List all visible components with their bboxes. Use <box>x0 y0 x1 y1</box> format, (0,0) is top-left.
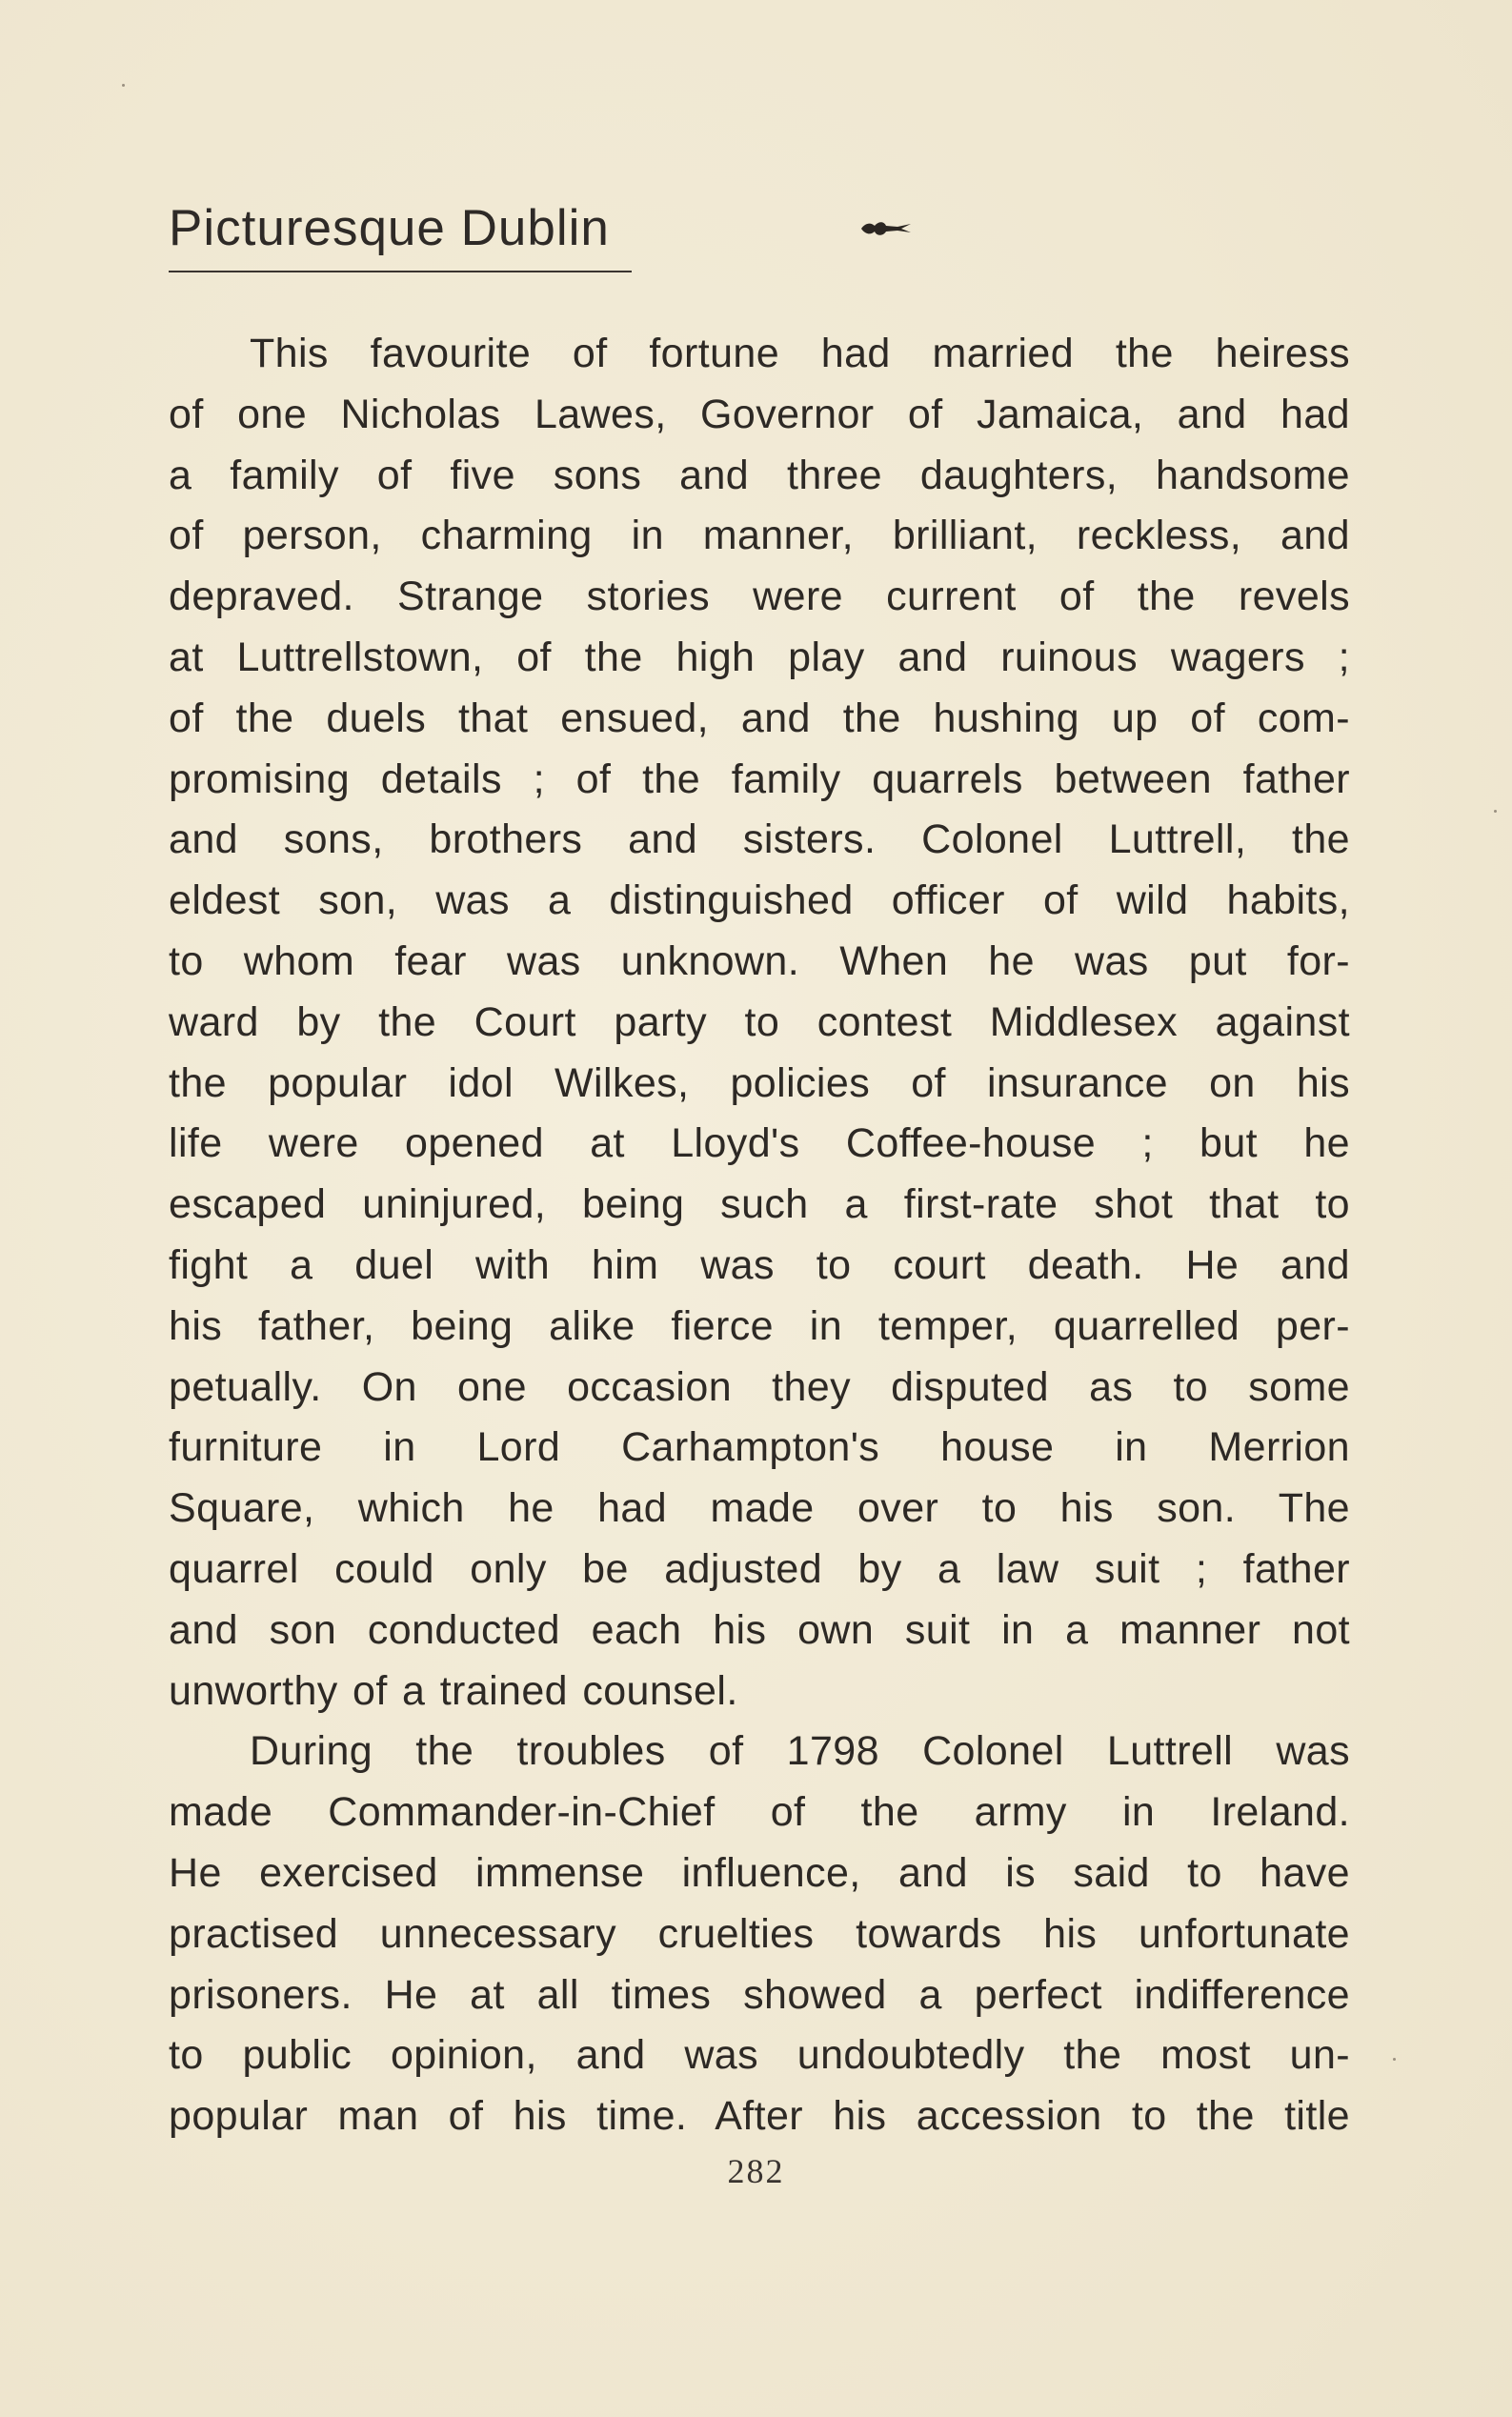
text-line: promising details ; of the family quarrels between father <box>169 755 1350 802</box>
text-line: of person, charming in manner, brilliant, reckless, and <box>169 513 1350 559</box>
header-rule <box>169 271 632 272</box>
text-line: escaped uninjured, being such a first-rate shot that to <box>169 1181 1350 1228</box>
text-line: prisoners. He at all times showed a perfect indifference <box>169 1971 1350 2018</box>
text-line: and sons, brothers and sisters. Colonel Luttrell, the <box>169 816 1350 863</box>
text-line: and son conducted each his own suit in a manner not <box>169 1606 1350 1653</box>
paper-speck <box>122 84 125 87</box>
text-line: of the duels that ensued, and the hushing up of com- <box>169 695 1350 741</box>
running-header <box>169 191 1026 267</box>
text-line: During the troubles of 1798 Colonel Luttrell was <box>250 1728 1350 1775</box>
text-line: fight a duel with him was to court death. He and <box>169 1241 1350 1288</box>
text-line: petually. On one occasion they disputed as to some <box>169 1363 1350 1410</box>
text-line: at Luttrellstown, of the high play and ruinous wagers ; <box>169 634 1350 680</box>
body-text <box>169 324 1350 2147</box>
text-line: He exercised immense influence, and is said to have <box>169 1849 1350 1896</box>
text-line: ward by the Court party to contest Middlesex against <box>169 998 1350 1045</box>
text-line: popular man of his time. After his accession to the title <box>169 2093 1350 2140</box>
text-line: depraved. Strange stories were current of the revels <box>169 574 1350 620</box>
running-title: Picturesque Dublin <box>169 200 610 256</box>
text-line: This favourite of fortune had married the heiress <box>250 331 1350 376</box>
text-line: his father, being alike fierce in temper, quarrelled per- <box>169 1302 1350 1349</box>
pointing-hand-ornament-icon <box>859 217 913 238</box>
text-line: unworthy of a trained counsel. <box>169 1667 738 1714</box>
text-line: the popular idol Wilkes, policies of insurance on his <box>169 1059 1350 1106</box>
paper-speck <box>1393 2058 1396 2061</box>
text-line: Square, which he had made over to his son. The <box>169 1485 1350 1532</box>
text-line: quarrel could only be adjusted by a law suit ; father <box>169 1545 1350 1592</box>
text-line: of one Nicholas Lawes, Governor of Jamaica, and had <box>169 391 1350 437</box>
text-line: eldest son, was a distinguished officer of wild habits, <box>169 877 1350 924</box>
text-line: furniture in Lord Carhampton's house in Merrion <box>169 1424 1350 1471</box>
text-line: made Commander-in-Chief of the army in Ireland. <box>169 1789 1350 1836</box>
paper-speck <box>1494 810 1497 813</box>
text-line: life were opened at Lloyd's Coffee-house ; but he <box>169 1120 1350 1167</box>
text-line: practised unnecessary cruelties towards his unfortunate <box>169 1910 1350 1957</box>
text-line: a family of five sons and three daughters, handsome <box>169 452 1350 498</box>
page-number: 282 <box>727 2152 785 2190</box>
text-line: to public opinion, and was undoubtedly the most un- <box>169 2032 1350 2079</box>
text-line: to whom fear was unknown. When he was put for- <box>169 937 1350 984</box>
